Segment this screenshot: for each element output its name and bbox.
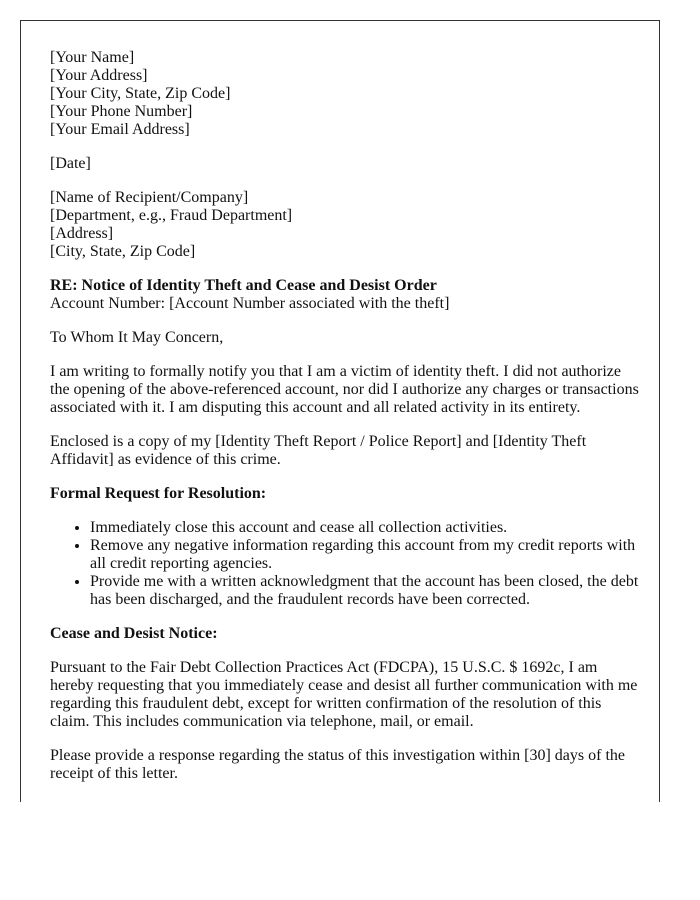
salutation: To Whom It May Concern, (50, 329, 224, 346)
recipient-city-state-zip: [City, State, Zip Code] (50, 243, 196, 260)
letter-date: [Date] (50, 155, 91, 172)
recipient-address-block (50, 189, 640, 261)
recipient-address: [Address] (50, 225, 114, 242)
resolution-item: • Provide me with a written acknowledgment that the account has been closed, the debt has been discharged, and the fraudulent records have been corrected. (90, 573, 640, 609)
account-number-line: Account Number: [Account Number associated with the theft] (50, 295, 450, 312)
resolution-item: • Immediately close this account and cease all collection activities. (90, 519, 640, 537)
sender-name: [Your Name] (50, 49, 135, 66)
recipient-name: [Name of Recipient/Company] (50, 189, 249, 206)
letter-content (50, 49, 640, 799)
cease-desist-paragraph: Pursuant to the Fair Debt Collection Practices Act (FDCPA), 15 U.S.C. $ 1692c, I am hereby requesting that you immediately cease and desist all further communication with me regarding this fraudulent debt, except for written confirmation of the resolution of this claim. This includes communication via telephone, mail, or email. (50, 659, 638, 730)
sender-email: [Your Email Address] (50, 121, 190, 138)
letter-page (20, 20, 660, 802)
resolution-item: • Remove any negative information regarding this account from my credit reports with all credit reporting agencies. (90, 537, 640, 573)
sender-phone: [Your Phone Number] (50, 103, 193, 120)
subject-re-line: RE: Notice of Identity Theft and Cease and Desist Order (50, 277, 437, 294)
recipient-department: [Department, e.g., Fraud Department] (50, 207, 293, 224)
subject-block (50, 277, 640, 313)
resolution-heading: Formal Request for Resolution: (50, 485, 267, 502)
body-paragraph-enclosure: Enclosed is a copy of my [Identity Theft Report / Police Report] and [Identity Theft Affidavit] as evidence of this crime. (50, 433, 587, 468)
sender-address-block (50, 49, 640, 139)
response-request-paragraph: Please provide a response regarding the status of this investigation within [30] days of the receipt of this letter. (50, 747, 625, 782)
resolution-list (50, 519, 640, 609)
body-paragraph-notification: I am writing to formally notify you that I am a victim of identity theft. I did not authorize the opening of the above-referenced account, nor did I authorize any charges or transactions associated with it. I am disputing this account and all related activity in its entirety. (50, 363, 639, 416)
cease-desist-heading: Cease and Desist Notice: (50, 625, 218, 642)
sender-address: [Your Address] (50, 67, 148, 84)
sender-city-state-zip: [Your City, State, Zip Code] (50, 85, 231, 102)
date-block (50, 155, 640, 173)
